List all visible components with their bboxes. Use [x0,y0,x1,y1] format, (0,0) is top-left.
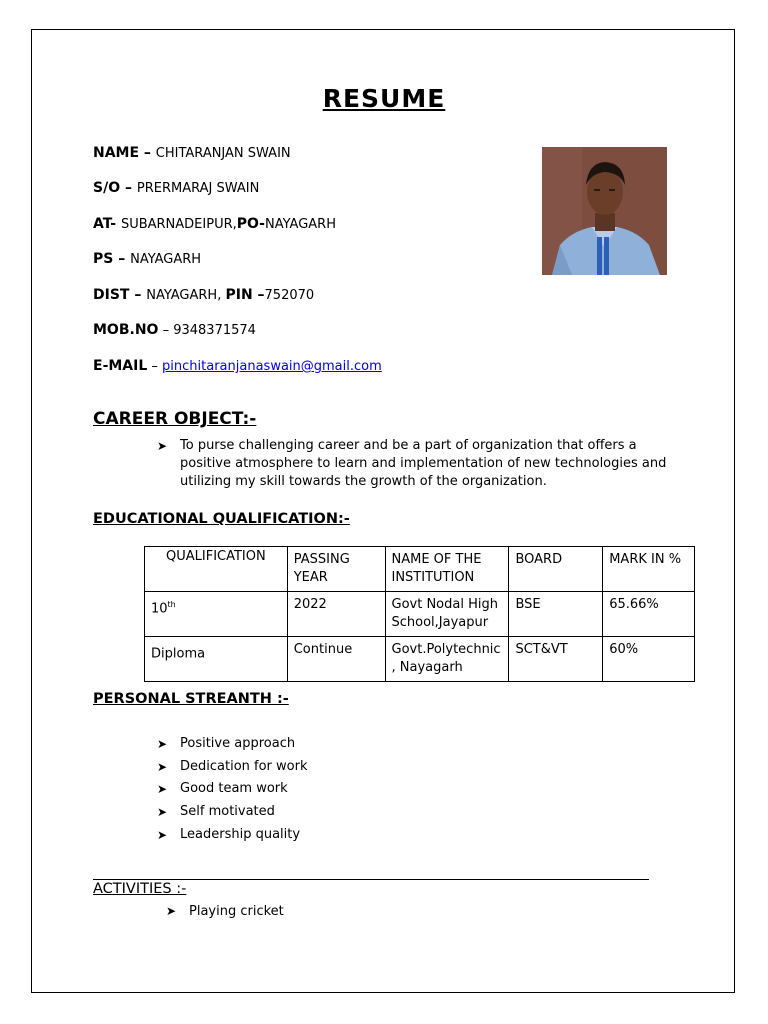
cell-mark: 60% [603,637,695,682]
arrow-bullet-icon: ➤ [157,827,168,842]
email-separator: – [147,359,163,374]
ps-row [93,251,201,267]
career-item-text: To purse challenging career and be a part of organization that offers a positive atmosphere to learn and implementation of new technologies and utilizing my skill towards the growth of the organization. [180,438,667,489]
dist-row [93,287,314,303]
arrow-bullet-icon: ➤ [157,759,168,774]
arrow-bullet-icon: ➤ [157,782,168,797]
strength-heading: PERSONAL STREANTH :- [93,691,289,707]
header-institution: NAME OF THE INSTITUTION [385,547,509,592]
so-value: PRERMARAJ SWAIN [136,181,260,196]
email-label: E-MAIL [93,358,148,374]
pin-label: PIN – [225,287,265,303]
education-heading: EDUCATIONAL QUALIFICATION:- [93,511,350,527]
list-item: ➤ Playing cricket [166,904,284,919]
cell-institution: Govt.Polytechnic , Nayagarh [385,637,509,682]
education-table [144,546,695,682]
cell-year: Continue [287,637,385,682]
arrow-bullet-icon: ➤ [157,439,168,453]
po-label: PO- [236,216,265,232]
career-list [157,437,687,491]
name-value: CHITARANJAN SWAIN [155,146,291,161]
at-value: SUBARNADEIPUR, [120,217,237,232]
email-link[interactable]: pinchitaranjanaswain@gmail.com [162,359,382,374]
activities-list [166,904,284,919]
list-item: ➤ Dedication for work [157,758,308,774]
section-divider [93,879,649,880]
po-value: NAYAGARH [264,217,336,232]
arrow-bullet-icon: ➤ [157,805,168,820]
list-item: ➤ Leadership quality [157,826,301,842]
list-item: ➤ Self motivated [157,804,275,820]
table-row [145,637,695,682]
cell-year: 2022 [287,592,385,637]
name-label: NAME – [93,145,156,161]
so-label: S/O – [93,180,137,196]
at-label: AT- [93,216,121,232]
pin-value: 752070 [264,288,315,303]
email-row [93,358,382,374]
career-heading: CAREER OBJECT:- [93,409,257,429]
header-passing-year: PASSING YEAR [287,547,385,592]
table-header-row [145,547,695,592]
list-item: ➤ Good team work [157,781,288,797]
ps-label: PS – [93,251,131,267]
cell-board: BSE [509,592,603,637]
cell-qualification: 10th [145,592,288,637]
table-row [145,592,695,637]
dist-label: DIST – [93,287,147,303]
profile-photo [542,147,667,275]
header-qualification: QUALIFICATION [145,547,288,592]
list-item: ➤ Positive approach [157,736,296,751]
page-title: RESUME [322,84,446,113]
cell-institution: Govt Nodal High School,Jayapur [385,592,509,637]
header-board: BOARD [509,547,603,592]
cell-qualification: Diploma [145,637,288,682]
mobile-row [93,322,256,338]
dist-value: NAYAGARH, [146,288,226,303]
header-mark: MARK IN % [603,547,695,592]
arrow-bullet-icon: ➤ [166,904,177,918]
cell-board: SCT&VT [509,637,603,682]
strength-list [157,735,308,848]
address-row [93,216,336,232]
arrow-bullet-icon: ➤ [157,737,168,751]
so-row [93,180,259,196]
activities-heading: ACTIVITIES :- [93,881,187,897]
name-row [93,145,291,161]
mobile-label: MOB.NO [93,322,159,338]
mobile-value: – 9348371574 [158,323,256,338]
list-item [157,437,687,491]
ps-value: NAYAGARH [130,252,202,267]
cell-mark: 65.66% [603,592,695,637]
